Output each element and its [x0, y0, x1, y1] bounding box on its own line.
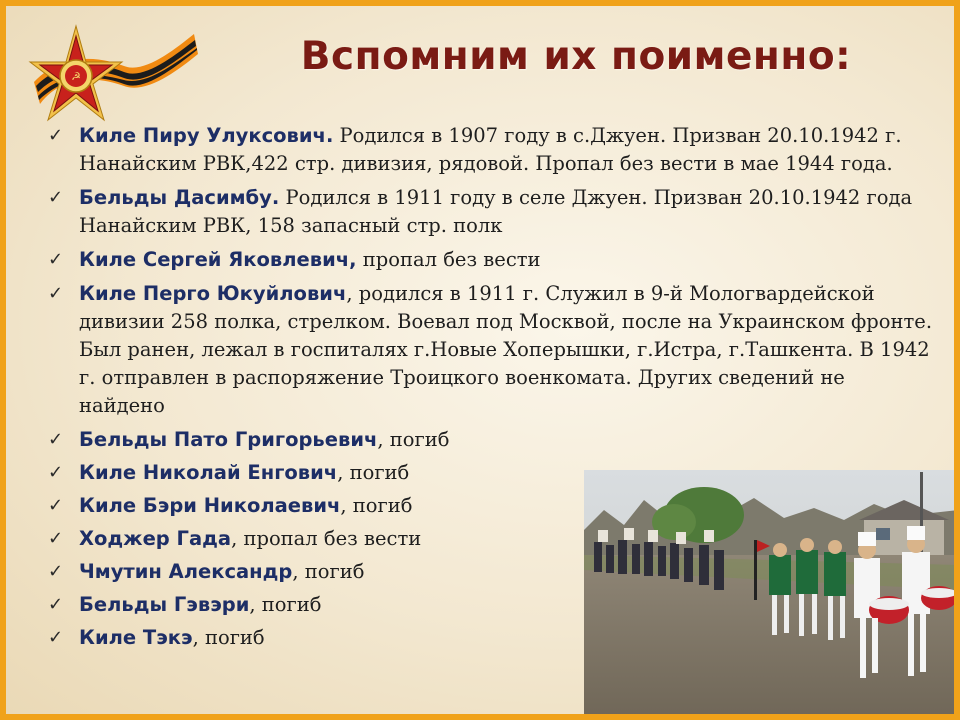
list-item	[46, 591, 599, 619]
person-name: Чмутин Александр	[79, 560, 293, 583]
person-name: Киле Сергей Яковлевич,	[79, 248, 357, 271]
person-name: Ходжер Гада	[79, 527, 232, 550]
check-icon: ✓	[48, 429, 64, 450]
svg-text:☭: ☭	[71, 70, 81, 83]
list-item	[46, 246, 936, 274]
person-details: , родился в 1911 г. Служил в 9-й Мологвардейской дивизии 258 полка, стрелком. Воевал под Москвой, после на Украинском фронте. Был ранен, лежал в госпиталях г.Новые Хоперышки, г.Истра, г.Ташкента. В 1942 г. отправлен в распоряжение Троицкого военкомата. Других сведений не найдено	[79, 282, 933, 417]
person-name: Бельды Дасимбу.	[79, 186, 280, 209]
check-icon: ✓	[48, 594, 64, 615]
person-details: , погиб	[249, 593, 322, 616]
page-title: Вспомним их поименно:	[300, 34, 852, 79]
check-icon: ✓	[48, 283, 64, 304]
person-name: Киле Пиру Улуксович.	[79, 124, 334, 147]
person-details: , погиб	[377, 428, 450, 451]
check-icon: ✓	[48, 627, 64, 648]
person-name: Киле Тэкэ	[79, 626, 193, 649]
person-details: пропал без вести	[356, 248, 541, 271]
check-icon: ✓	[48, 528, 64, 549]
person-details: Родился в 1907 году в с.Джуен. Призван 20.10.1942 г. Нанайским РВК,422 стр. дивизия, рядовой. Пропал без вести в мае 1944 года.	[79, 124, 902, 175]
person-details: , погиб	[192, 626, 265, 649]
list-item	[46, 184, 936, 240]
check-icon: ✓	[48, 187, 64, 208]
list-item	[46, 558, 599, 586]
check-icon: ✓	[48, 249, 64, 270]
person-details: Родился в 1911 году в селе Джуен. Призван 20.10.1942 года Нанайским РВК, 158 запасный стр. полк	[79, 186, 913, 237]
parade-photo	[584, 470, 958, 720]
check-icon: ✓	[48, 561, 64, 582]
person-name: Бельды Пато Григорьевич	[79, 428, 378, 451]
list-item	[46, 492, 599, 520]
person-details: , погиб	[292, 560, 365, 583]
list-item	[46, 426, 599, 454]
person-name: Бельды Гэвэри	[79, 593, 250, 616]
person-name: Киле Николай Енгович	[79, 461, 338, 484]
person-details: , пропал без вести	[231, 527, 422, 550]
list-item	[46, 459, 599, 487]
check-icon: ✓	[48, 462, 64, 483]
person-details: , погиб	[337, 461, 410, 484]
check-icon: ✓	[48, 125, 64, 146]
person-details: , погиб	[340, 494, 413, 517]
person-name: Киле Перго Юкуйлович	[79, 282, 347, 305]
check-icon: ✓	[48, 495, 64, 516]
list-item	[46, 525, 599, 553]
order-of-patriotic-war-icon	[14, 20, 199, 130]
list-item	[46, 624, 599, 652]
list-item	[46, 122, 936, 178]
person-name: Киле Бэри Николаевич	[79, 494, 341, 517]
list-item	[46, 280, 936, 420]
